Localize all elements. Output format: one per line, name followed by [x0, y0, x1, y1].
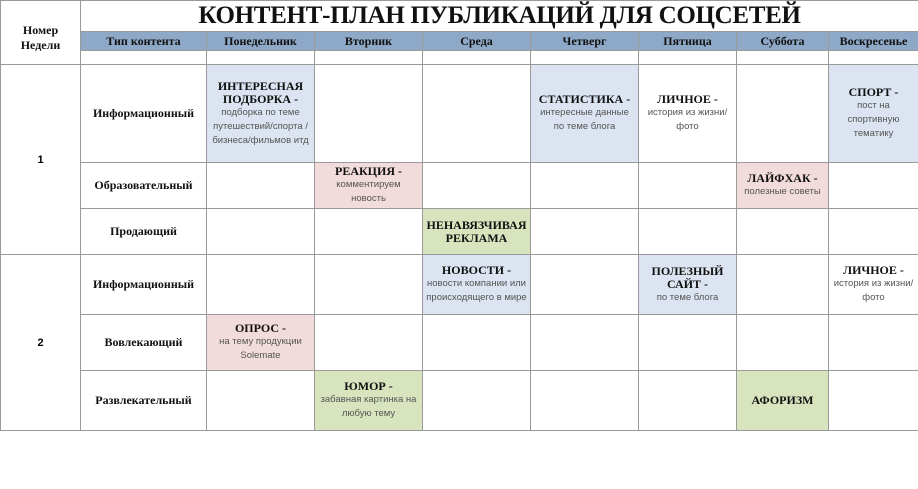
- content-type-label: Вовлекающий: [81, 315, 207, 371]
- empty-cell: [207, 255, 315, 315]
- plan-entry: [737, 371, 829, 431]
- empty-cell: [315, 209, 423, 255]
- week-number-header: Номер Недели: [1, 1, 81, 65]
- empty-cell: [207, 371, 315, 431]
- content-type-label: Развлекательный: [81, 371, 207, 431]
- empty-cell: [531, 315, 639, 371]
- entry-title: СТАТИСТИКА -: [538, 92, 631, 106]
- column-header-day: Пятница: [639, 32, 737, 51]
- entry-title: НОВОСТИ -: [441, 263, 512, 277]
- entry-title: ОПРОС -: [234, 321, 287, 335]
- entry-title: РЕАКЦИЯ -: [334, 164, 403, 178]
- empty-cell: [423, 65, 531, 163]
- empty-cell: [423, 371, 531, 431]
- plan-row: [1, 315, 918, 371]
- entry-description: комментируем новость: [336, 179, 401, 204]
- empty-cell: [737, 209, 829, 255]
- empty-cell: [315, 315, 423, 371]
- column-header-type: Тип контента: [81, 32, 207, 51]
- plan-entry: [829, 255, 918, 315]
- entry-title: ИНТЕРЕСНАЯ ПОДБОРКА -: [217, 78, 304, 106]
- plan-entry: [207, 315, 315, 371]
- column-header-row: [1, 32, 918, 51]
- column-header-day: Вторник: [315, 32, 423, 51]
- empty-cell: [423, 163, 531, 209]
- empty-cell: [315, 255, 423, 315]
- entry-title: НЕНАВЯЗЧИВАЯ РЕКЛАМА: [426, 217, 527, 245]
- empty-cell: [829, 371, 918, 431]
- plan-entry: [531, 65, 639, 163]
- week-number: 2: [1, 255, 81, 431]
- plan-row: [1, 209, 918, 255]
- plan-entry: [315, 371, 423, 431]
- entry-title: ЛАЙФХАК -: [747, 171, 818, 185]
- empty-cell: [423, 315, 531, 371]
- column-header-day: Понедельник: [207, 32, 315, 51]
- empty-cell: [531, 209, 639, 255]
- plan-entry: [639, 65, 737, 163]
- entry-title: ЛИЧНОЕ -: [843, 263, 904, 277]
- plan-entry: [423, 255, 531, 315]
- entry-description: полезные советы: [744, 186, 821, 197]
- entry-title: АФОРИЗМ: [751, 393, 814, 407]
- content-type-label: Продающий: [81, 209, 207, 255]
- content-type-label: Информационный: [81, 255, 207, 315]
- plan-entry: [829, 65, 918, 163]
- empty-cell: [737, 315, 829, 371]
- plan-entry: [423, 209, 531, 255]
- empty-cell: [829, 315, 918, 371]
- entry-description: на тему продукции Solemate: [219, 336, 302, 361]
- entry-description: история из жизни/ фото: [647, 107, 728, 132]
- entry-title: ЮМОР -: [344, 379, 393, 393]
- empty-cell: [737, 255, 829, 315]
- page-title: КОНТЕНТ-ПЛАН ПУБЛИКАЦИЙ ДЛЯ СОЦСЕТЕЙ: [81, 1, 918, 32]
- plan-entry: [737, 163, 829, 209]
- entry-description: забавная картинка на любую тему: [320, 394, 417, 419]
- content-type-label: Образовательный: [81, 163, 207, 209]
- empty-cell: [531, 255, 639, 315]
- entry-title: СПОРТ -: [848, 85, 899, 99]
- empty-cell: [639, 371, 737, 431]
- empty-cell: [737, 65, 829, 163]
- column-header-day: Суббота: [737, 32, 829, 51]
- empty-cell: [639, 315, 737, 371]
- empty-cell: [531, 371, 639, 431]
- entry-description: история из жизни/ фото: [833, 278, 914, 303]
- plan-entry: [639, 255, 737, 315]
- empty-cell: [829, 209, 918, 255]
- column-header-day: Среда: [423, 32, 531, 51]
- plan-row: [1, 163, 918, 209]
- empty-cell: [315, 65, 423, 163]
- column-header-day: Воскресенье: [829, 32, 918, 51]
- entry-description: пост на спортивную тематику: [847, 100, 900, 139]
- empty-cell: [207, 209, 315, 255]
- plan-entry: [315, 163, 423, 209]
- empty-cell: [639, 209, 737, 255]
- content-type-label: Информационный: [81, 65, 207, 163]
- entry-title: ЛИЧНОЕ -: [657, 92, 718, 106]
- empty-cell: [207, 163, 315, 209]
- entry-title: ПОЛЕЗНЫЙ САЙТ -: [651, 263, 724, 291]
- empty-cell: [829, 163, 918, 209]
- entry-description: интересные данные по теме блога: [540, 107, 629, 132]
- column-header-day: Четверг: [531, 32, 639, 51]
- entry-description: по теме блога: [656, 291, 719, 303]
- week-number: 1: [1, 65, 81, 255]
- plan-row: [1, 65, 918, 163]
- spacer-row: [1, 51, 918, 65]
- empty-cell: [639, 163, 737, 209]
- entry-description: новости компании или происходящего в мире: [426, 278, 527, 303]
- plan-row: [1, 371, 918, 431]
- plan-entry: [207, 65, 315, 163]
- plan-body: [1, 65, 918, 431]
- entry-description: подборка по теме путешествий/спорта /бизнеса/фильмов итд: [212, 106, 309, 146]
- empty-cell: [531, 163, 639, 209]
- plan-row: [1, 255, 918, 315]
